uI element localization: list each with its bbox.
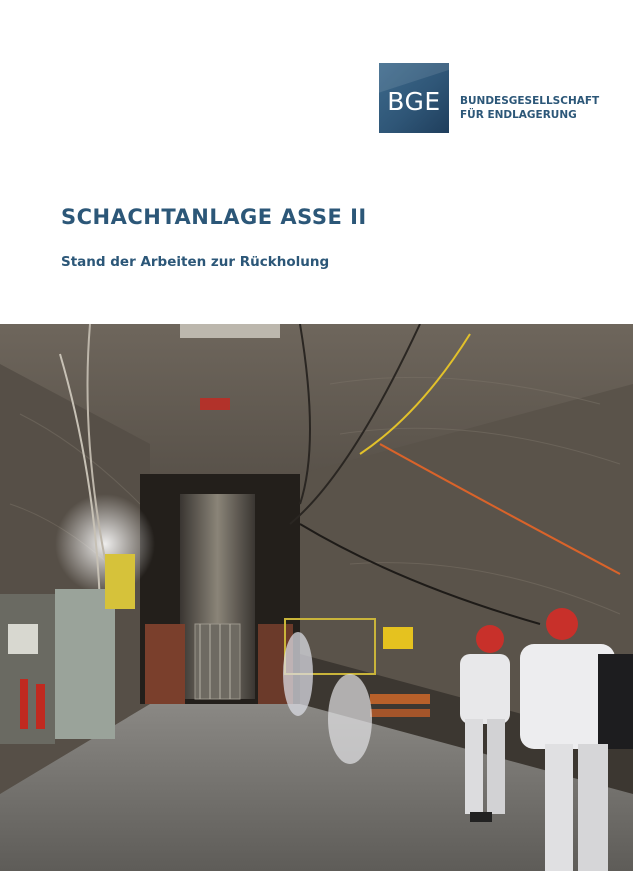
document-title: SCHACHTANLAGE ASSE II: [61, 205, 367, 229]
logo-line-2: FÜR ENDLAGERUNG: [460, 109, 577, 121]
underground-mine-tunnel-photo: [0, 324, 633, 871]
cover-photo: [0, 324, 633, 871]
logo-line-1: BUNDESGESELLSCHAFT: [460, 95, 600, 107]
document-subtitle: Stand der Arbeiten zur Rückholung: [61, 254, 330, 270]
logo-wordmark: [460, 94, 599, 122]
bge-logo-mark: [379, 63, 449, 133]
logo-letters: BGE: [387, 87, 441, 116]
